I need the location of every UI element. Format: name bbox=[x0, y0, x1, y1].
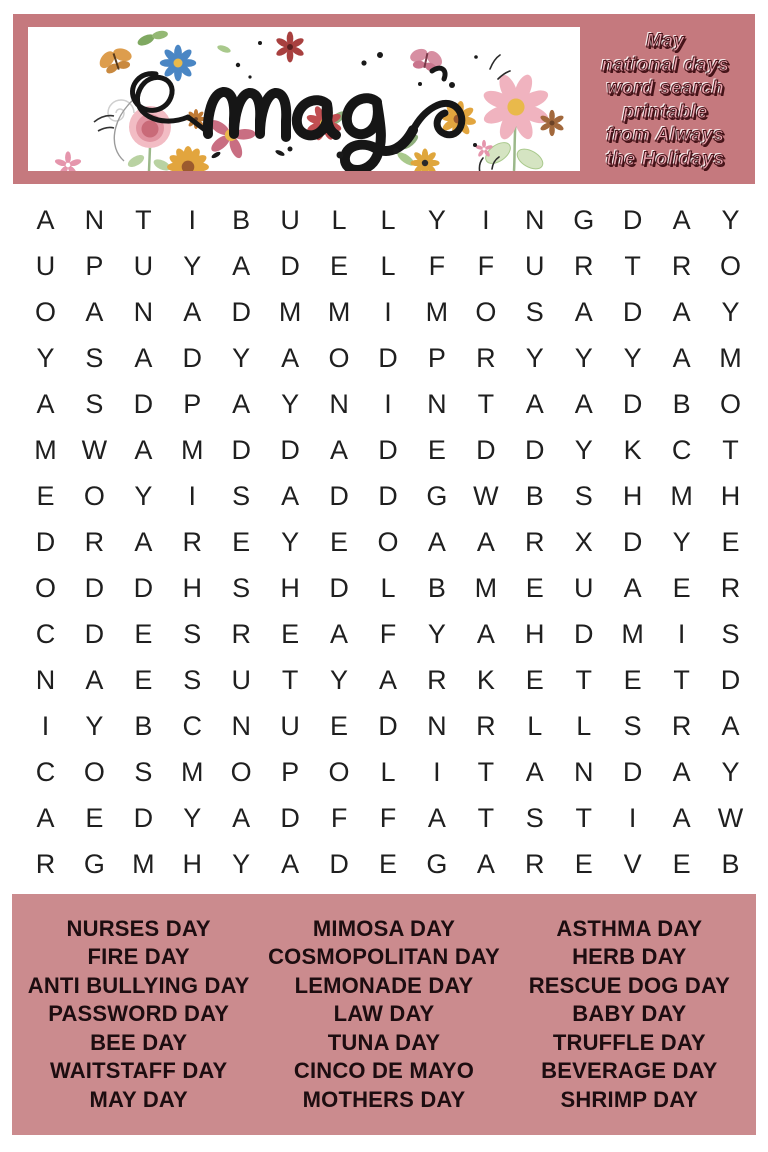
grid-cell-r15c10: A bbox=[476, 848, 495, 879]
grid-cell-r15c11: R bbox=[525, 848, 545, 879]
grid-cell-r6c10: D bbox=[476, 434, 496, 465]
grid-cell-r11c10: K bbox=[476, 664, 495, 695]
grid-cell-r1c1: A bbox=[36, 204, 55, 235]
grid-cell-r15c14: E bbox=[672, 848, 691, 879]
grid-cell-r7c6: A bbox=[281, 480, 300, 511]
grid-cell-r9c8: L bbox=[380, 572, 396, 603]
grid-cell-r12c11: L bbox=[527, 710, 543, 741]
grid-cell-r7c9: G bbox=[426, 480, 448, 511]
grid-cell-r4c14: A bbox=[672, 342, 691, 373]
grid-cell-r3c14: A bbox=[672, 296, 691, 327]
grid-cell-r11c2: A bbox=[85, 664, 104, 695]
grid-cell-r6c7: A bbox=[330, 434, 349, 465]
grid-cell-r3c15: Y bbox=[721, 296, 740, 327]
header-frame bbox=[13, 14, 755, 184]
grid-cell-r5c8: I bbox=[384, 388, 392, 419]
grid-cell-r1c7: L bbox=[331, 204, 347, 235]
grid-cell-r11c12: T bbox=[575, 664, 592, 695]
grid-cell-r6c9: E bbox=[427, 434, 446, 465]
grid-cell-r9c10: M bbox=[474, 572, 498, 603]
grid-cell-r12c3: B bbox=[134, 710, 153, 741]
word-list-column-3 bbox=[507, 902, 752, 1127]
word-list-item: COSMOPOLITAN DAY bbox=[268, 944, 500, 970]
grid-cell-r15c7: D bbox=[329, 848, 349, 879]
grid-cell-r10c2: D bbox=[84, 618, 105, 649]
word-list-item: BEE DAY bbox=[90, 1029, 188, 1055]
grid-cell-r7c1: E bbox=[36, 480, 55, 511]
grid-cell-r1c6: U bbox=[280, 204, 300, 235]
grid-cell-r5c4: P bbox=[183, 388, 202, 419]
grid-cell-r10c6: E bbox=[281, 618, 300, 649]
grid-cell-r6c14: C bbox=[671, 434, 692, 465]
grid-cell-r13c15: Y bbox=[721, 756, 740, 787]
grid-cell-r15c15: B bbox=[721, 848, 740, 879]
grid-cell-r7c3: Y bbox=[134, 480, 153, 511]
grid-cell-r4c12: Y bbox=[574, 342, 593, 373]
grid-cell-r13c9: I bbox=[433, 756, 441, 787]
header-title-line: word search bbox=[606, 78, 725, 99]
word-list-item: PASSWORD DAY bbox=[48, 1001, 230, 1027]
header-title-line: national days bbox=[601, 54, 730, 76]
grid-cell-r12c1: I bbox=[41, 710, 50, 741]
grid-cell-r6c1: M bbox=[34, 434, 57, 465]
grid-cell-r3c13: D bbox=[622, 296, 643, 327]
grid-cell-r4c9: P bbox=[427, 342, 446, 373]
grid-cell-r5c5: A bbox=[232, 388, 251, 419]
grid-cell-r11c1: N bbox=[35, 664, 56, 695]
grid-cell-r8c2: R bbox=[84, 526, 105, 557]
grid-cell-r9c11: E bbox=[525, 572, 544, 603]
blue-daisy-flower bbox=[160, 45, 196, 81]
grid-cell-r3c8: I bbox=[384, 296, 392, 327]
grid-cell-r8c9: A bbox=[427, 526, 446, 557]
grid-cell-r1c14: A bbox=[672, 204, 691, 235]
grid-cell-r11c14: T bbox=[673, 664, 690, 695]
grid-cell-r1c12: G bbox=[573, 204, 595, 235]
grid-cell-r8c12: X bbox=[574, 526, 593, 557]
grid-cell-r2c3: U bbox=[133, 250, 154, 281]
grid-cell-r15c8: E bbox=[378, 848, 397, 879]
word-list-item: CINCO DE MAYO bbox=[293, 1058, 475, 1084]
grid-cell-r14c2: E bbox=[85, 802, 104, 833]
grid-cell-r5c13: D bbox=[622, 388, 643, 419]
grid-cell-r4c2: S bbox=[85, 342, 104, 373]
grid-cell-r6c15: T bbox=[722, 434, 739, 465]
word-list-item: BEVERAGE DAY bbox=[541, 1058, 718, 1084]
grid-cell-r8c5: E bbox=[232, 526, 251, 557]
grid-cell-r6c2: W bbox=[81, 434, 108, 465]
grid-cell-r7c7: D bbox=[329, 480, 349, 511]
grid-cell-r12c9: N bbox=[427, 710, 447, 741]
letter-grid bbox=[21, 197, 755, 887]
word-list-item: LEMONADE DAY bbox=[294, 972, 474, 998]
grid-cell-r11c7: Y bbox=[330, 664, 349, 695]
grid-cell-r11c9: R bbox=[427, 664, 447, 695]
grid-cell-r2c13: T bbox=[624, 250, 641, 281]
grid-cell-r10c10: A bbox=[476, 618, 495, 649]
grid-cell-r2c6: D bbox=[280, 250, 300, 281]
grid-cell-r11c6: T bbox=[281, 664, 299, 695]
word-list-item: MAY DAY bbox=[89, 1086, 188, 1112]
grid-cell-r5c1: A bbox=[36, 388, 55, 419]
word-list-item: ANTI BULLYING DAY bbox=[27, 972, 250, 998]
grid-cell-r11c3: E bbox=[134, 664, 153, 695]
grid-cell-r7c14: M bbox=[670, 480, 693, 511]
grid-cell-r9c6: H bbox=[280, 572, 300, 603]
grid-cell-r13c14: A bbox=[672, 756, 691, 787]
grid-cell-r12c10: R bbox=[476, 710, 496, 741]
grid-cell-r4c11: Y bbox=[525, 342, 544, 373]
grid-cell-r11c5: U bbox=[231, 664, 251, 695]
grid-cell-r4c3: A bbox=[134, 342, 153, 373]
grid-cell-r11c15: D bbox=[720, 664, 741, 695]
grid-cell-r1c5: B bbox=[232, 204, 251, 235]
grid-cell-r12c2: Y bbox=[85, 710, 104, 741]
grid-cell-r9c15: R bbox=[720, 572, 741, 603]
grid-cell-r14c7: F bbox=[330, 802, 348, 833]
grid-cell-r7c11: B bbox=[525, 480, 544, 511]
word-list-item: ASTHMA DAY bbox=[556, 915, 703, 941]
grid-cell-r13c10: T bbox=[477, 756, 495, 787]
word-list-column-1 bbox=[16, 902, 261, 1127]
grid-cell-r5c15: O bbox=[720, 388, 742, 419]
grid-cell-r10c8: F bbox=[379, 618, 397, 649]
grid-cell-r2c12: R bbox=[573, 250, 594, 281]
grid-cell-r6c3: A bbox=[134, 434, 153, 465]
word-list-item: RESCUE DOG DAY bbox=[528, 972, 730, 998]
grid-cell-r7c13: H bbox=[622, 480, 643, 511]
grid-cell-r14c6: D bbox=[280, 802, 300, 833]
grid-cell-r6c8: D bbox=[378, 434, 398, 465]
grid-cell-r10c1: C bbox=[35, 618, 56, 649]
dark-red-flower bbox=[275, 32, 305, 63]
grid-cell-r15c9: G bbox=[426, 848, 448, 879]
grid-cell-r1c13: D bbox=[622, 204, 643, 235]
grid-cell-r2c8: L bbox=[380, 250, 396, 281]
grid-cell-r3c12: A bbox=[574, 296, 593, 327]
grid-cell-r11c4: S bbox=[183, 664, 202, 695]
grid-cell-r8c8: O bbox=[377, 526, 399, 557]
grid-cell-r8c14: Y bbox=[672, 526, 691, 557]
grid-cell-r13c8: L bbox=[380, 756, 396, 787]
grid-cell-r2c14: R bbox=[671, 250, 692, 281]
header-title-line: printable bbox=[623, 101, 708, 123]
grid-cell-r14c13: I bbox=[628, 802, 637, 833]
grid-cell-r9c12: U bbox=[573, 572, 594, 603]
grid-cell-r5c3: D bbox=[133, 388, 154, 419]
grid-cell-r14c3: D bbox=[133, 802, 154, 833]
header-title-line: the Holidays bbox=[606, 148, 725, 170]
grid-cell-r7c8: D bbox=[378, 480, 398, 511]
grid-cell-r13c4: M bbox=[181, 756, 204, 787]
grid-cell-r13c1: C bbox=[35, 756, 56, 787]
grid-cell-r12c4: C bbox=[182, 710, 202, 741]
grid-cell-r13c12: N bbox=[573, 756, 594, 787]
grid-cell-r10c12: D bbox=[573, 618, 594, 649]
grid-cell-r4c1: Y bbox=[36, 342, 55, 373]
grid-cell-r7c4: I bbox=[188, 480, 197, 511]
grid-cell-r5c6: Y bbox=[281, 388, 300, 419]
grid-cell-r3c7: M bbox=[327, 296, 351, 327]
grid-cell-r15c13: V bbox=[623, 848, 642, 879]
grid-cell-r8c1: D bbox=[35, 526, 56, 557]
grid-cell-r9c14: E bbox=[672, 572, 691, 603]
grid-cell-r4c13: Y bbox=[623, 342, 642, 373]
grid-cell-r1c2: N bbox=[84, 204, 105, 235]
grid-cell-r2c9: F bbox=[428, 250, 446, 281]
grid-cell-r6c5: D bbox=[231, 434, 251, 465]
grid-cell-r4c7: O bbox=[328, 342, 350, 373]
grid-cell-r5c9: N bbox=[427, 388, 447, 419]
grid-cell-r7c12: S bbox=[574, 480, 593, 511]
grid-cell-r15c12: E bbox=[574, 848, 593, 879]
grid-cell-r1c4: I bbox=[188, 204, 197, 235]
grid-cell-r3c11: S bbox=[525, 296, 544, 327]
grid-cell-r7c2: O bbox=[83, 480, 105, 511]
grid-cell-r12c6: U bbox=[280, 710, 300, 741]
grid-cell-r3c2: A bbox=[85, 296, 104, 327]
grid-cell-r14c5: A bbox=[232, 802, 251, 833]
grid-cell-r4c15: M bbox=[719, 342, 742, 373]
grid-cell-r3c3: N bbox=[133, 296, 154, 327]
grid-cell-r13c3: S bbox=[134, 756, 153, 787]
grid-cell-r12c13: S bbox=[623, 710, 642, 741]
grid-cell-r15c5: Y bbox=[232, 848, 251, 879]
grid-cell-r14c15: W bbox=[717, 802, 744, 833]
sketch-flower bbox=[94, 99, 134, 161]
grid-cell-r11c8: A bbox=[378, 664, 397, 695]
word-list-item: TUNA DAY bbox=[327, 1029, 441, 1055]
grid-cell-r9c9: B bbox=[427, 572, 446, 603]
grid-cell-r13c11: A bbox=[525, 756, 544, 787]
grid-cell-r9c13: A bbox=[623, 572, 642, 603]
grid-cell-r14c12: T bbox=[575, 802, 592, 833]
grid-cell-r10c3: E bbox=[134, 618, 153, 649]
grid-cell-r9c3: D bbox=[133, 572, 154, 603]
grid-cell-r15c4: H bbox=[182, 848, 202, 879]
grid-cell-r15c1: R bbox=[35, 848, 56, 879]
grid-cell-r1c15: Y bbox=[721, 204, 740, 235]
sunflower bbox=[160, 139, 216, 171]
grid-cell-r10c7: A bbox=[330, 618, 349, 649]
grid-cell-r8c6: Y bbox=[281, 526, 300, 557]
grid-cell-r10c5: R bbox=[231, 618, 251, 649]
grid-cell-r11c13: E bbox=[623, 664, 642, 695]
word-list-item: MIMOSA DAY bbox=[312, 915, 456, 941]
grid-cell-r13c2: O bbox=[83, 756, 105, 787]
grid-cell-r9c1: O bbox=[34, 572, 56, 603]
grid-cell-r5c14: B bbox=[672, 388, 691, 419]
word-list-item: MOTHERS DAY bbox=[302, 1086, 466, 1112]
grid-cell-r3c10: O bbox=[475, 296, 497, 327]
grid-cell-r1c8: L bbox=[380, 204, 396, 235]
grid-cell-r5c10: T bbox=[477, 388, 495, 419]
grid-cell-r14c11: S bbox=[525, 802, 544, 833]
grid-cell-r3c5: D bbox=[231, 296, 251, 327]
word-list-column-2 bbox=[261, 902, 506, 1127]
may-banner bbox=[28, 27, 580, 171]
grid-cell-r4c10: R bbox=[476, 342, 496, 373]
word-list-item: SHRIMP DAY bbox=[560, 1086, 699, 1112]
butterfly-icon bbox=[93, 41, 138, 78]
grid-cell-r5c7: N bbox=[329, 388, 349, 419]
grid-cell-r10c14: I bbox=[677, 618, 686, 649]
grid-cell-r15c6: A bbox=[281, 848, 300, 879]
grid-cell-r15c2: G bbox=[83, 848, 105, 879]
small-pink-flower bbox=[54, 151, 82, 171]
grid-cell-r10c11: H bbox=[525, 618, 545, 649]
grid-cell-r12c8: D bbox=[378, 710, 398, 741]
grid-cell-r7c10: W bbox=[473, 480, 499, 511]
grid-cell-r10c9: Y bbox=[427, 618, 446, 649]
grid-cell-r10c4: S bbox=[183, 618, 202, 649]
header-title bbox=[580, 30, 751, 171]
grid-cell-r3c6: M bbox=[278, 296, 302, 327]
grid-cell-r9c4: H bbox=[182, 572, 202, 603]
grid-cell-r4c8: D bbox=[378, 342, 398, 373]
word-list-item: FIRE DAY bbox=[87, 944, 190, 970]
grid-cell-r14c1: A bbox=[36, 802, 55, 833]
grid-cell-r15c3: M bbox=[132, 848, 155, 879]
grid-cell-r8c11: R bbox=[525, 526, 545, 557]
grid-cell-r1c11: N bbox=[525, 204, 545, 235]
grid-cell-r10c15: S bbox=[721, 618, 740, 649]
grid-cell-r6c12: Y bbox=[574, 434, 593, 465]
may-banner-illustration bbox=[28, 27, 580, 171]
grid-cell-r1c3: T bbox=[135, 204, 152, 235]
grid-cell-r6c4: M bbox=[181, 434, 204, 465]
grid-cell-r7c15: H bbox=[720, 480, 741, 511]
grid-cell-r10c13: M bbox=[621, 618, 644, 649]
word-list-item: NURSES DAY bbox=[66, 915, 211, 941]
word-list-item: TRUFFLE DAY bbox=[552, 1029, 706, 1055]
grid-cell-r14c14: A bbox=[672, 802, 691, 833]
grid-cell-r12c12: L bbox=[576, 710, 592, 741]
grid-cell-r4c6: A bbox=[281, 342, 300, 373]
grid-cell-r3c4: A bbox=[183, 296, 202, 327]
grid-cell-r14c10: T bbox=[477, 802, 495, 833]
grid-cell-r2c10: F bbox=[477, 250, 495, 281]
grid-cell-r2c7: E bbox=[330, 250, 349, 281]
grid-cell-r13c7: O bbox=[328, 756, 350, 787]
grid-cell-r5c11: A bbox=[525, 388, 544, 419]
header-title-line: from Always bbox=[606, 125, 725, 146]
grid-cell-r8c10: A bbox=[476, 526, 495, 557]
grid-cell-r9c2: D bbox=[84, 572, 105, 603]
grid-cell-r12c5: N bbox=[231, 710, 251, 741]
grid-cell-r6c6: D bbox=[280, 434, 300, 465]
grid-cell-r8c4: R bbox=[182, 526, 202, 557]
grid-cell-r13c5: O bbox=[230, 756, 252, 787]
grid-cell-r11c11: E bbox=[525, 664, 544, 695]
grid-cell-r13c6: P bbox=[281, 756, 300, 787]
grid-cell-r8c15: E bbox=[721, 526, 740, 557]
grid-cell-r1c10: I bbox=[482, 204, 490, 235]
grid-cell-r13c13: D bbox=[622, 756, 643, 787]
grid-cell-r6c11: D bbox=[525, 434, 545, 465]
grid-cell-r2c15: O bbox=[720, 250, 742, 281]
header-title-line: May bbox=[646, 31, 685, 52]
grid-cell-r3c9: M bbox=[425, 296, 449, 327]
word-list-item: HERB DAY bbox=[572, 944, 687, 970]
grid-cell-r8c7: E bbox=[330, 526, 349, 557]
word-list-item: LAW DAY bbox=[333, 1001, 435, 1027]
grid-cell-r14c8: F bbox=[379, 802, 397, 833]
small-yellow-flower bbox=[410, 148, 439, 171]
grid-cell-r4c4: D bbox=[182, 342, 202, 373]
grid-cell-r4c5: Y bbox=[232, 342, 251, 373]
grid-cell-r9c7: D bbox=[329, 572, 349, 603]
grid-cell-r3c1: O bbox=[34, 296, 56, 327]
grid-cell-r6c13: K bbox=[623, 434, 642, 465]
grid-cell-r14c4: Y bbox=[183, 802, 202, 833]
grid-cell-r5c12: A bbox=[574, 388, 593, 419]
word-list-box bbox=[12, 894, 756, 1135]
grid-cell-r8c3: A bbox=[134, 526, 153, 557]
word-list-item: BABY DAY bbox=[572, 1001, 687, 1027]
grid-cell-r1c9: Y bbox=[427, 204, 446, 235]
grid-cell-r9c5: S bbox=[232, 572, 251, 603]
word-list-item: WAITSTAFF DAY bbox=[49, 1058, 228, 1084]
grid-cell-r8c13: D bbox=[622, 526, 643, 557]
grid-cell-r2c11: U bbox=[525, 250, 545, 281]
grid-cell-r12c15: A bbox=[721, 710, 740, 741]
big-pink-daisy-flower bbox=[471, 62, 561, 171]
grid-cell-r12c14: R bbox=[671, 710, 692, 741]
grid-cell-r2c2: P bbox=[85, 250, 104, 281]
grid-cell-r5c2: S bbox=[85, 388, 104, 419]
grid-cell-r2c1: U bbox=[35, 250, 56, 281]
grid-cell-r2c4: Y bbox=[183, 250, 202, 281]
grid-cell-r2c5: A bbox=[232, 250, 251, 281]
grid-cell-r7c5: S bbox=[232, 480, 251, 511]
grid-cell-r12c7: E bbox=[330, 710, 349, 741]
grid-cell-r14c9: A bbox=[427, 802, 446, 833]
